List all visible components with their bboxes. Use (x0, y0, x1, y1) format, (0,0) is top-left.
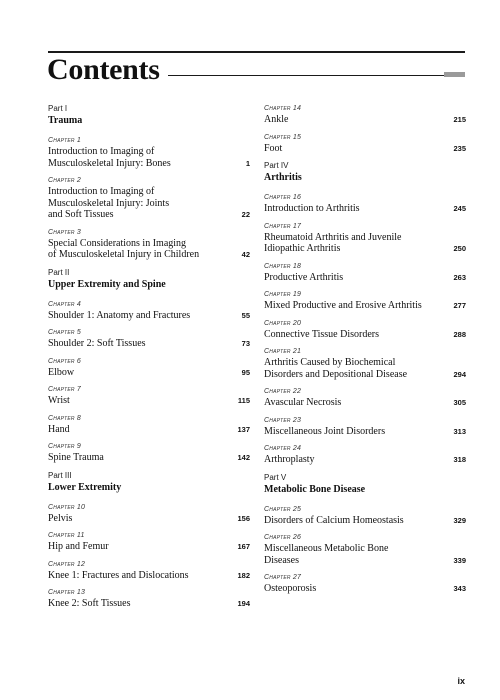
chapter-title: Introduction to Arthritis (264, 203, 360, 214)
chapter-label: Chapter 19 (264, 291, 302, 298)
toc-entry-line (264, 357, 466, 380)
toc-entry-line (48, 186, 250, 221)
chapter-label: Chapter 8 (48, 414, 81, 422)
toc-entry[interactable] (264, 505, 466, 527)
chapter-page-number: 329 (453, 515, 466, 525)
page-title: Contents (47, 53, 160, 86)
chapter-label: Chapter 3 (48, 228, 81, 236)
part-title: Trauma (48, 115, 83, 126)
toc-entry-line (48, 367, 250, 379)
chapter-page-number: 288 (453, 329, 466, 339)
chapter-title: Knee 2: Soft Tissues (48, 598, 131, 609)
chapter-page-number: 55 (241, 310, 250, 320)
part-title: Lower Extremity (48, 481, 122, 493)
chapter-page-number: 277 (453, 301, 466, 310)
chapter-title: Arthroplasty (264, 454, 315, 465)
chapter-title: Arthritis Caused by Biochemical Disorders and Depositional Disease (264, 357, 408, 380)
toc-entry[interactable] (48, 176, 250, 221)
toc-entry[interactable] (264, 387, 466, 409)
part-section (48, 104, 250, 261)
part-heading (48, 268, 250, 291)
toc-entry[interactable] (48, 328, 250, 350)
chapter-title: Rheumatoid Arthritis and Juvenile Idiopathic Arthritis (264, 231, 402, 254)
toc-entry[interactable] (264, 222, 466, 255)
chapter-title: Miscellaneous Joint Disorders (264, 425, 386, 437)
chapter-title: Knee 1: Fractures and Dislocations (48, 569, 189, 581)
contents-right-column (264, 104, 466, 602)
part-heading (48, 471, 250, 494)
chapter-label: Chapter 6 (48, 357, 81, 365)
chapter-page-number: 294 (453, 369, 466, 379)
chapter-label: Chapter 2 (48, 177, 81, 184)
chapter-title: Spine Trauma (48, 452, 104, 463)
toc-entry[interactable] (48, 357, 250, 379)
chapter-label: Chapter 10 (48, 503, 86, 511)
part-label: Part IV (264, 161, 289, 170)
chapter-label: Chapter 5 (48, 329, 81, 336)
toc-entry-line (48, 146, 250, 169)
chapter-page-number: 343 (453, 584, 466, 593)
chapter-page-number: 339 (453, 555, 466, 565)
toc-entry-line (264, 232, 466, 255)
chapter-label: Chapter 26 (264, 534, 302, 541)
toc-entry[interactable] (48, 300, 250, 322)
chapter-label: Chapter 17 (264, 222, 302, 230)
chapter-title: Shoulder 2: Soft Tissues (48, 338, 146, 349)
part-label: Part II (48, 267, 70, 277)
chapter-page-number: 95 (241, 367, 250, 377)
chapter-page-number: 182 (237, 570, 250, 580)
toc-entry-line (48, 541, 250, 553)
contents-left-column (48, 104, 250, 617)
chapter-page-number: 250 (453, 244, 466, 253)
chapter-label: Chapter 13 (48, 589, 86, 596)
toc-entry[interactable] (264, 133, 466, 155)
page-number: ix (457, 676, 465, 686)
toc-entry[interactable] (48, 560, 250, 582)
part-section (264, 161, 466, 466)
chapter-label: Chapter 9 (48, 443, 81, 450)
chapter-page-number: 245 (453, 204, 466, 213)
chapter-title: Productive Arthritis (264, 271, 344, 283)
chapter-page-number: 156 (237, 513, 250, 523)
chapter-page-number: 1 (245, 158, 250, 168)
toc-entry-line (48, 570, 250, 582)
part-label: Part V (264, 472, 287, 482)
chapter-title: Pelvis (48, 512, 73, 524)
chapter-page-number: 73 (241, 339, 250, 348)
toc-entry-line (48, 513, 250, 525)
chapter-title: Introduction to Imaging of Musculoskeletal Injury: Joints and Soft Tissues (48, 186, 170, 220)
part-label: Part III (48, 470, 72, 480)
chapter-label: Chapter 14 (264, 105, 302, 112)
part-heading (48, 104, 250, 127)
chapter-title: Elbow (48, 366, 75, 378)
part-title: Upper Extremity and Spine (48, 278, 166, 290)
chapter-title: Avascular Necrosis (264, 397, 342, 408)
toc-entry-line (264, 583, 466, 595)
chapter-label: Chapter 25 (264, 505, 302, 513)
chapter-label: Chapter 7 (48, 386, 81, 393)
chapter-label: Chapter 27 (264, 574, 302, 581)
toc-entry[interactable] (48, 136, 250, 169)
chapter-title: Ankle (264, 114, 289, 125)
chapter-title: Connective Tissue Disorders (264, 328, 379, 340)
toc-entry-line (264, 397, 466, 409)
toc-entry-line (48, 395, 250, 407)
chapter-page-number: 263 (453, 272, 466, 282)
toc-entry[interactable] (48, 442, 250, 464)
part-title: Metabolic Bone Disease (264, 483, 366, 495)
chapter-page-number: 167 (237, 542, 250, 551)
chapter-title: Special Considerations in Imaging of Musculoskeletal Injury in Children (48, 237, 200, 260)
toc-entry-line (264, 114, 466, 126)
toc-entry-line (264, 454, 466, 466)
toc-entry-line (264, 203, 466, 215)
chapter-page-number: 215 (453, 115, 466, 124)
toc-entry-line (264, 543, 466, 566)
toc-entry[interactable] (264, 533, 466, 566)
toc-entry-line (48, 310, 250, 322)
chapter-title: Foot (264, 142, 283, 154)
chapter-title: Wrist (48, 395, 70, 406)
chapter-label: Chapter 11 (48, 532, 85, 539)
chapter-page-number: 142 (237, 453, 250, 462)
toc-entry[interactable] (48, 414, 250, 436)
chapter-label: Chapter 23 (264, 416, 302, 424)
part-section (48, 268, 250, 464)
part-label: Part I (48, 104, 68, 113)
toc-entry[interactable] (48, 228, 250, 261)
chapter-title: Hand (48, 423, 70, 435)
toc-entry-line (48, 452, 250, 464)
toc-entry-line (264, 515, 466, 527)
toc-entry[interactable] (48, 588, 250, 610)
toc-entry-line (264, 300, 466, 312)
chapter-page-number: 235 (453, 143, 466, 153)
part-section (48, 471, 250, 610)
chapter-label: Chapter 21 (264, 348, 302, 355)
chapter-label: Chapter 16 (264, 194, 302, 201)
chapter-label: Chapter 24 (264, 445, 302, 452)
chapter-label: Chapter 4 (48, 300, 81, 308)
chapter-page-number: 305 (453, 398, 466, 407)
toc-entry[interactable] (264, 319, 466, 341)
toc-entry[interactable] (264, 262, 466, 284)
title-rule (168, 75, 444, 76)
toc-entry-line (264, 426, 466, 438)
part-section (264, 473, 466, 595)
toc-entry-line (264, 143, 466, 155)
chapter-page-number: 115 (237, 396, 250, 405)
chapter-title: Shoulder 1: Anatomy and Fractures (48, 309, 191, 321)
chapter-page-number: 318 (453, 455, 466, 464)
part-section (264, 104, 466, 154)
chapter-title: Introduction to Imaging of Musculoskeletal Injury: Bones (48, 146, 171, 169)
chapter-label: Chapter 18 (264, 262, 302, 270)
chapter-title: Mixed Productive and Erosive Arthritis (264, 300, 422, 311)
chapter-label: Chapter 1 (48, 137, 81, 144)
chapter-label: Chapter 12 (48, 560, 86, 568)
toc-entry[interactable] (264, 193, 466, 215)
toc-entry[interactable] (48, 385, 250, 407)
chapter-title: Miscellaneous Metabolic Bone Diseases (264, 543, 389, 566)
title-accent-block (444, 72, 465, 77)
chapter-label: Chapter 15 (264, 133, 302, 141)
toc-entry[interactable] (264, 444, 466, 466)
chapter-title: Hip and Femur (48, 541, 109, 552)
toc-entry[interactable] (48, 503, 250, 525)
chapter-page-number: 194 (237, 599, 250, 608)
part-title: Arthritis (264, 172, 302, 183)
chapter-title: Disorders of Calcium Homeostasis (264, 514, 404, 526)
chapter-label: Chapter 20 (264, 319, 302, 327)
toc-entry-line (264, 329, 466, 341)
toc-entry-line (48, 598, 250, 610)
chapter-page-number: 313 (453, 426, 466, 436)
part-heading (264, 161, 466, 184)
toc-entry[interactable] (264, 573, 466, 595)
toc-entry[interactable] (264, 104, 466, 126)
chapter-page-number: 22 (241, 210, 250, 219)
chapter-page-number: 42 (241, 250, 250, 259)
part-heading (264, 473, 466, 496)
toc-entry[interactable] (264, 347, 466, 380)
toc-entry[interactable] (264, 290, 466, 312)
toc-entry[interactable] (264, 416, 466, 438)
chapter-page-number: 137 (237, 424, 250, 434)
toc-entry[interactable] (48, 531, 250, 553)
toc-entry-line (48, 238, 250, 261)
toc-entry-line (264, 272, 466, 284)
chapter-label: Chapter 22 (264, 388, 302, 395)
chapter-title: Osteoporosis (264, 583, 317, 594)
toc-entry-line (48, 338, 250, 350)
toc-entry-line (48, 424, 250, 436)
